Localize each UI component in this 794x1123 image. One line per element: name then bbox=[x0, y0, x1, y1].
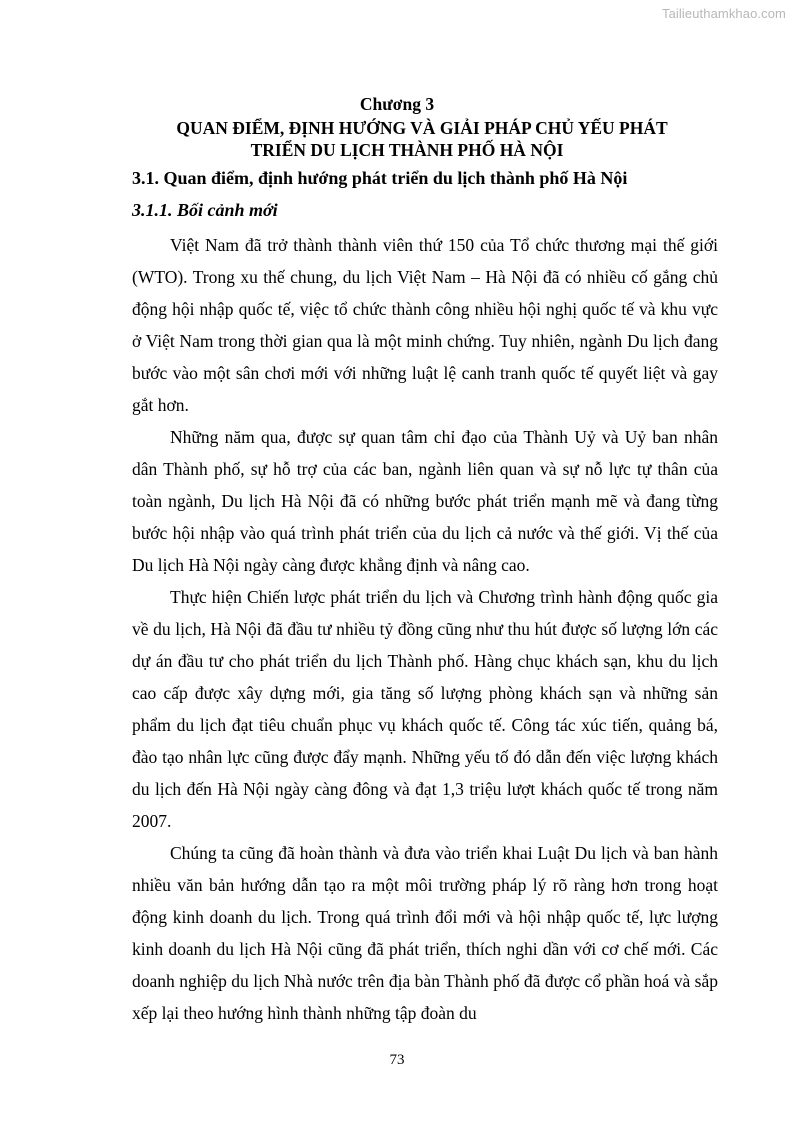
subsection-title: 3.1.1. Bối cảnh mới bbox=[132, 200, 278, 220]
body-text bbox=[132, 229, 718, 1029]
page-number: 73 bbox=[389, 1052, 405, 1068]
chapter-label: Chương 3 bbox=[359, 94, 435, 114]
paragraph: Những năm qua, được sự quan tâm chỉ đạo của Thành Uỷ và Uỷ ban nhân dân Thành phố, sự hỗ trợ của các ban, ngành liên quan và sự nỗ lực tự thân của toàn ngành, Du lịch Hà Nội đã có những bước phát triển mạnh mẽ và đang từng bước hội nhập vào quá trình phát triển của du lịch cả nước và thế giới. Vị thế của Du lịch Hà Nội ngày càng được khẳng định và nâng cao. bbox=[132, 427, 718, 575]
section-title: 3.1. Quan điểm, định hướng phát triển du lịch thành phố Hà Nội bbox=[132, 168, 628, 188]
paragraph: Chúng ta cũng đã hoàn thành và đưa vào triển khai Luật Du lịch và ban hành nhiều văn bản hướng dẫn tạo ra một môi trường pháp lý rõ ràng hơn trong hoạt động kinh doanh du lịch. Trong quá trình đổi mới và hội nhập quốc tế, lực lượng kinh doanh du lịch Hà Nội cũng đã phát triển, thích nghi dần với cơ chế mới. Các doanh nghiệp du lịch Nhà nước trên địa bàn Thành phố đã được cổ phần hoá và sắp xếp lại theo hướng hình thành những tập đoàn du bbox=[132, 843, 718, 1023]
watermark-text: Tailieuthamkhao.com bbox=[661, 6, 786, 21]
chapter-title-line-2: TRIỂN DU LỊCH THÀNH PHỐ HÀ NỘI bbox=[250, 140, 564, 160]
chapter-title-line-1: QUAN ĐIỂM, ĐỊNH HƯỚNG VÀ GIẢI PHÁP CHỦ YẾU PHÁT bbox=[176, 118, 668, 138]
paragraph: Thực hiện Chiến lược phát triển du lịch và Chương trình hành động quốc gia về du lịch, Hà Nội đã đầu tư nhiều tỷ đồng cũng như thu hút được số lượng lớn các dự án đầu tư cho phát triển du lịch Thành phố. Hàng chục khách sạn, khu du lịch cao cấp được xây dựng mới, gia tăng số lượng phòng khách sạn và những sản phẩm du lịch đạt tiêu chuẩn phục vụ khách quốc tế. Công tác xúc tiến, quảng bá, đào tạo nhân lực cũng được đẩy mạnh. Những yếu tố đó dẫn đến việc lượng khách du lịch đến Hà Nội ngày càng đông và đạt 1,3 triệu lượt khách quốc tế trong năm 2007. bbox=[132, 587, 718, 831]
paragraph: Việt Nam đã trở thành thành viên thứ 150 của Tổ chức thương mại thế giới (WTO). Trong xu thế chung, du lịch Việt Nam – Hà Nội đã có nhiều cố gắng chủ động hội nhập quốc tế, việc tổ chức thành công nhiều hội nghị quốc tế và khu vực ở Việt Nam trong thời gian qua là một minh chứng. Tuy nhiên, ngành Du lịch đang bước vào một sân chơi mới với những luật lệ canh tranh quốc tế quyết liệt và gay gắt hơn. bbox=[132, 235, 718, 415]
